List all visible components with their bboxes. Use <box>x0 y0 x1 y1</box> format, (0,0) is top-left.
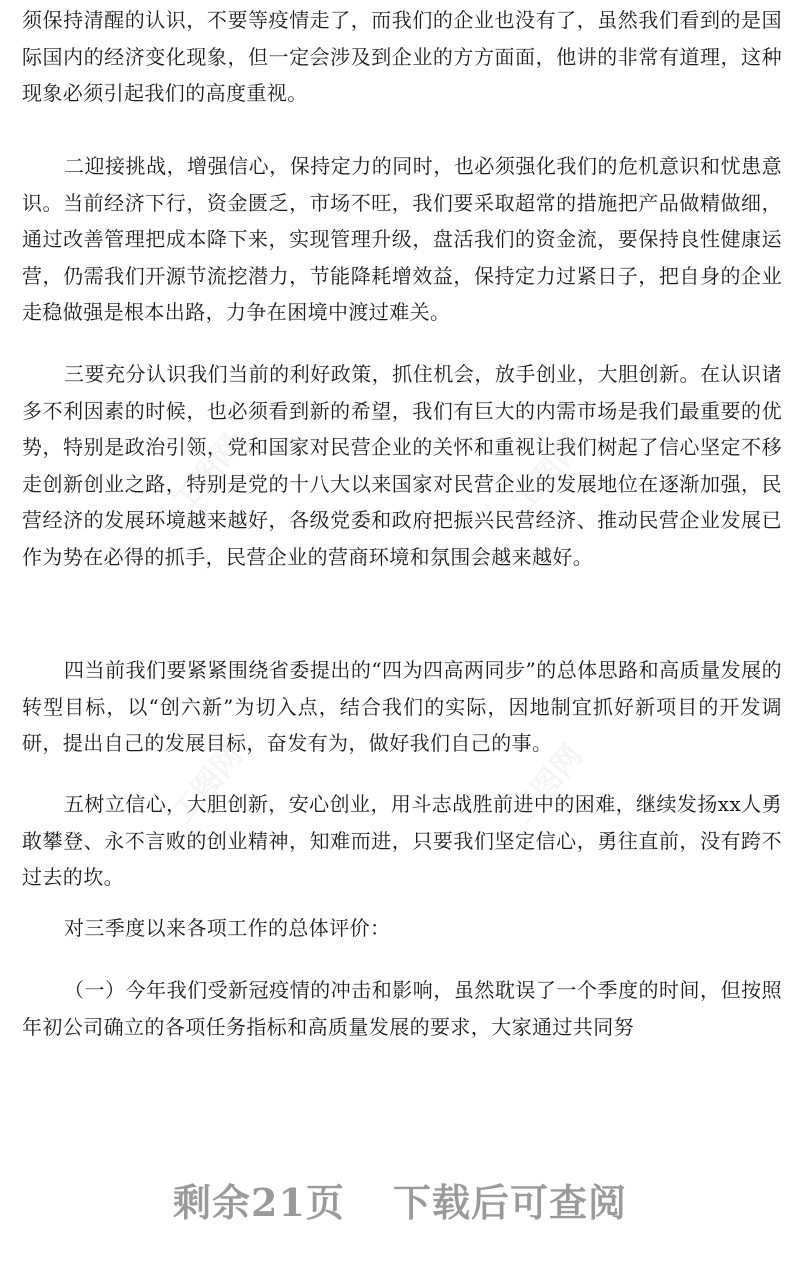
remaining-pages-text: 剩余21页 <box>173 1180 345 1225</box>
download-to-view-text: 下载后可查阅 <box>392 1180 627 1225</box>
paragraph-3: 三要充分认识我们当前的利好政策，抓住机会，放手创业，大胆创新。在认识诸多不利因素的时候，也必须看到新的希望，我们有巨大的内需市场是我们最重要的优势，特别是政治引领，党和国家对民营企业的关怀和重视让我们树起了信心坚定不移走创新创业之路，特别是党的十八大以来国家对民营企业的发展地位在逐渐加强，民营经济的发展环境越来越好，各级党委和政府把振兴民营经济、推动民营企业发展已作为势在必得的抓手，民营企业的营商环境和氛围会越来越好。 <box>22 362 782 569</box>
paragraph-2: 二迎接挑战，增强信心，保持定力的同时，也必须强化我们的危机意识和忧患意识。当前经济下行，资金匮乏，市场不旺，我们要采取超常的措施把产品做精做细，通过改善管理把成本降下来，实现管理升级，盘活我们的资金流，要保持良性健康运营，仍需我们开源节流挖潜力，节能降耗增效益，保持定力过紧日子，把自身的企业走稳做强是根本出路，力争在困境中渡过难关。 <box>22 154 782 324</box>
download-prompt[interactable] <box>0 1172 800 1227</box>
paragraph-6: 对三季度以来各项工作的总体评价： <box>64 916 391 940</box>
paragraph-4: 四当前我们要紧紧围绕省委提出的“四为四高两同步”的总体思路和高质量发展的转型目标，以“创六新”为切入点，结合我们的实际，因地制宜抓好新项目的开发调研，提出自己的发展目标，奋发有为，做好我们自己的事。 <box>22 658 782 755</box>
paragraph-1: 须保持清醒的认识，不要等疫情走了，而我们的企业也没有了，虽然我们看到的是国际国内的经济变化现象，但一定会涉及到企业的方方面面，他讲的非常有道理，这种现象必须引起我们的高度重视。 <box>22 8 782 105</box>
watermark: 工图网 <box>505 738 591 830</box>
watermark: 工图网 <box>165 428 251 520</box>
paragraph-5: 五树立信心，大胆创新，安心创业，用斗志战胜前进中的困难，继续发扬xx人勇敢攀登、永不言败的创业精神，知难而进，只要我们坚定信心，勇往直前，没有跨不过去的坎。 <box>22 792 782 889</box>
paragraph-7: （一）今年我们受新冠疫情的冲击和影响，虽然耽误了一个季度的时间，但按照年初公司确立的各项任务指标和高质量发展的要求，大家通过共同努 <box>22 978 782 1039</box>
watermark: 工图网 <box>505 428 591 520</box>
watermark: 工图网 <box>165 738 251 830</box>
